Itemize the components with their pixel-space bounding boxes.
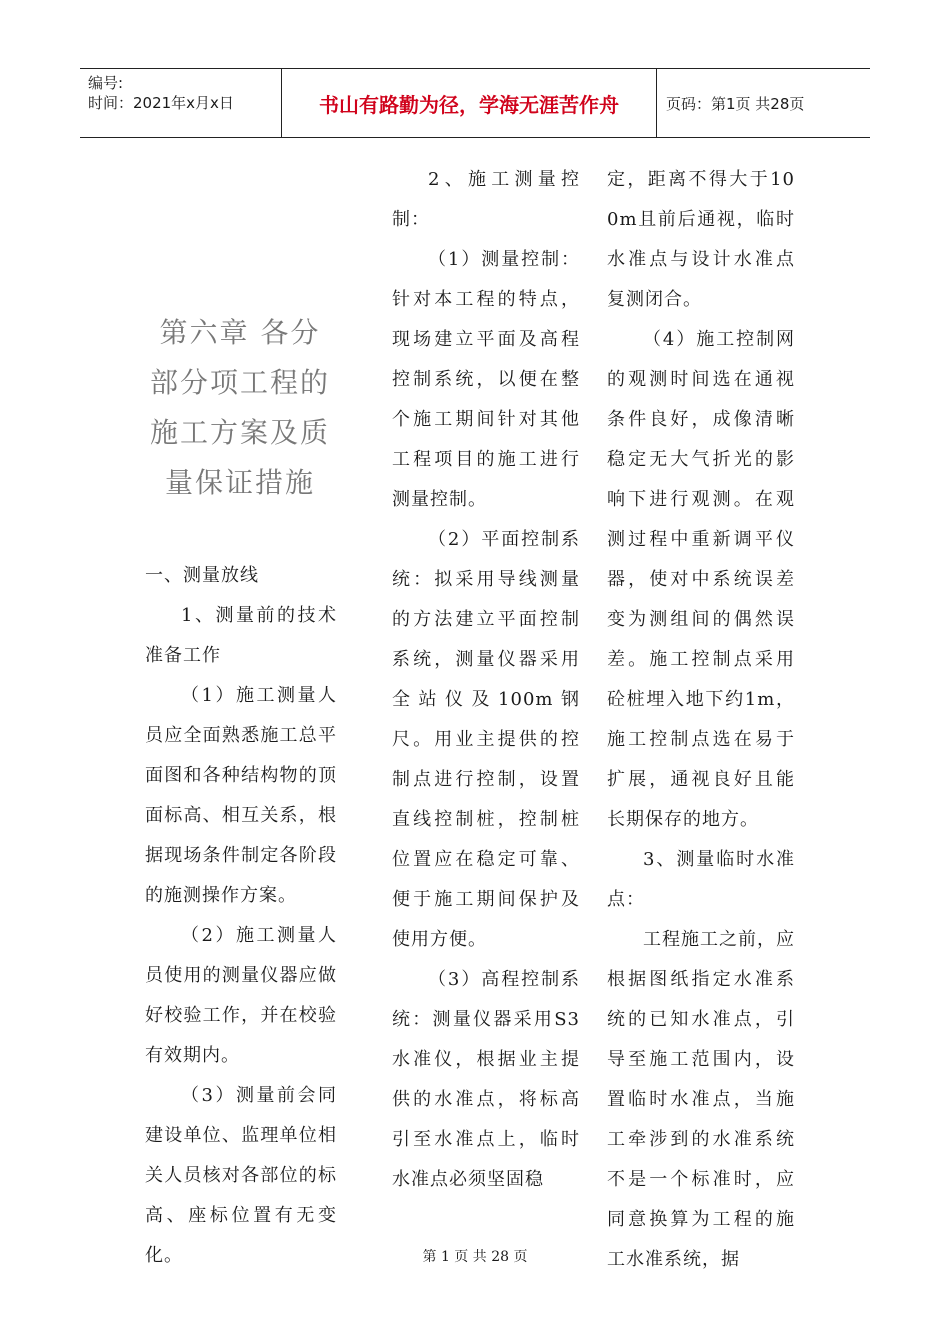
header-meta: [80, 69, 282, 137]
column-3: [607, 160, 795, 1280]
subsection-heading: 1、测量前的技术准备工作: [145, 605, 337, 666]
paragraph: （4）施工控制网的观测时间选在通视条件良好，成像清晰稳定无大气折光的影响下进行观测。在观测过程中重新调平仪器，使对中系统误差变为测组间的偶然误差。施工控制点采用砼桩埋入地下约1m，施工控制点选在易于扩展，通视良好且能长期保存的地方。: [607, 329, 795, 830]
page-footer: 第 1 页 共 28 页: [422, 1249, 528, 1265]
subsection-heading: 2、施工测量控制：: [392, 169, 580, 230]
column-2: [392, 160, 580, 1200]
paragraph: （2）平面控制系统：拟采用导线测量的方法建立平面控制系统，测量仪器采用全站仪及100m钢尺。用业主提供的控制点进行控制，设置直线控制桩，控制桩位置应在稳定可靠、便于施工期间保护及使用方便。: [392, 529, 580, 950]
code-label: 编号:: [88, 74, 124, 92]
section-heading: 一、测量放线: [145, 565, 259, 586]
page-label: 页码：第1页 共28页: [666, 94, 805, 113]
motto: 书山有路勤为径，学海无涯苦作舟: [282, 69, 657, 137]
paragraph: （3）高程控制系统：测量仪器采用S3水准仪，根据业主提供的水准点，将标高引至水准点上，临时水准点必须坚固稳: [392, 969, 580, 1190]
header-table: [80, 68, 870, 138]
time-label: 时间：2021年x月x日: [88, 94, 234, 112]
paragraph: （3）测量前会同建设单位、监理单位相关人员核对各部位的标高、座标位置有无变化。: [145, 1085, 337, 1266]
column-1: [145, 308, 337, 1276]
paragraph: （1）测量控制：针对本工程的特点，现场建立平面及高程控制系统，以便在整个施工期间针对其他工程项目的施工进行测量控制。: [392, 249, 580, 510]
paragraph: （2）施工测量人员使用的测量仪器应做好校验工作，并在校验有效期内。: [145, 925, 337, 1066]
paragraph: 工程施工之前，应根据图纸指定水准系统的已知水准点，引导至施工范围内，设置临时水准点，当施工牵涉到的水准系统不是一个标准时，应同意换算为工程的施工水准系统，据: [607, 929, 795, 1270]
subsection-heading: 3、测量临时水准点：: [607, 849, 795, 910]
paragraph: 定，距离不得大于100m且前后通视，临时水准点与设计水准点复测闭合。: [607, 169, 795, 310]
chapter-title: 第六章 各分部分项工程的施工方案及质量保证措施: [149, 316, 330, 499]
paragraph: （1）施工测量人员应全面熟悉施工总平面图和各种结构物的顶面标高、相互关系，根据现场条件制定各阶段的施测操作方案。: [145, 685, 337, 906]
